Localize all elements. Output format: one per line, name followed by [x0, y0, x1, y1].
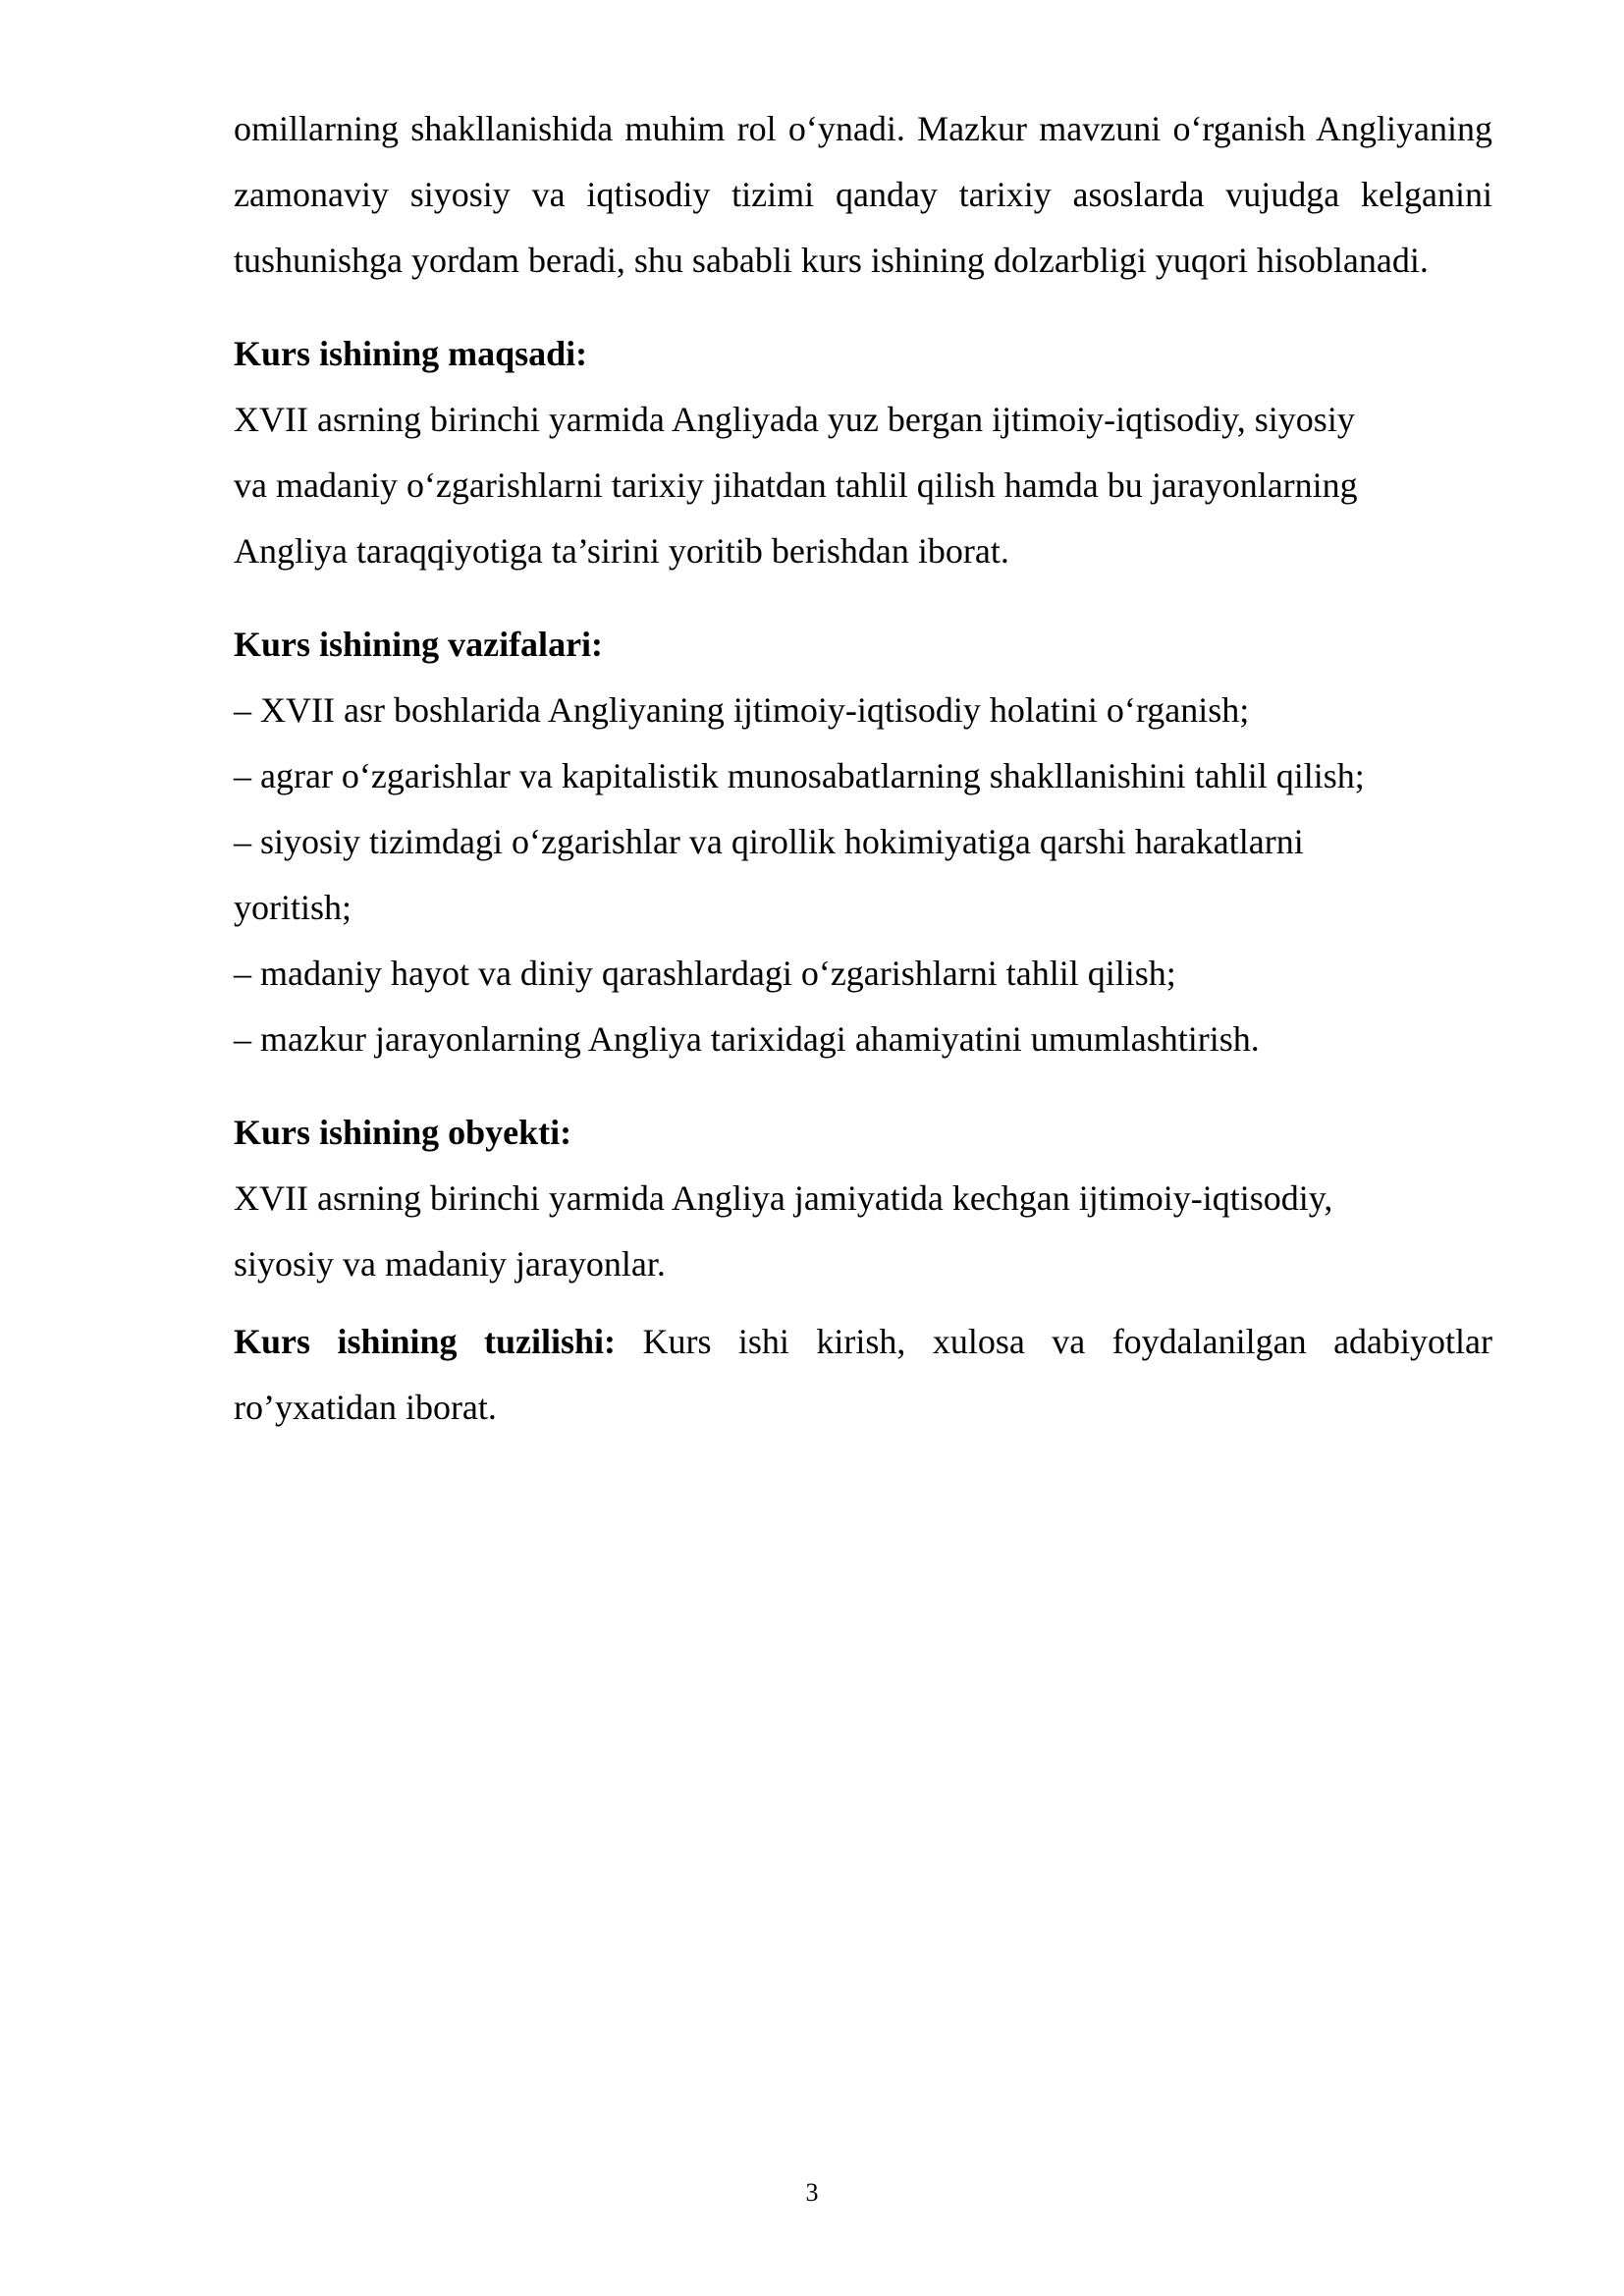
task-item: – mazkur jarayonlarning Angliya tarixidagi ahamiyatini umumlashtirish. [234, 1019, 1260, 1059]
task-item-continuation: yoritish; [234, 888, 352, 927]
intro-paragraph: omillarning shakllanishida muhim rol o‘ynadi. Mazkur mavzuni o‘rganish Angliyaning zamonaviy siyosiy va iqtisodiy tizimi qanday tarixiy asoslarda vujudga kelganini tushunishga yordam beradi, shu sababli kurs ishining dolzarbligi yuqori hisoblanadi. [234, 109, 1492, 280]
task-item: – madaniy hayot va diniy qarashlardagi o‘zgarishlarni tahlil qilish; [234, 954, 1176, 993]
task-item: – siyosiy tizimdagi o‘zgarishlar va qirollik hokimiyatiga qarshi harakatlarni [234, 822, 1304, 861]
goal-heading: Kurs ishining maqsadi: [234, 334, 588, 373]
goal-line: XVII asrning birinchi yarmida Angliyada yuz bergan ijtimoiy-iqtisodiy, siyosiy [234, 400, 1355, 439]
task-item: – agrar o‘zgarishlar va kapitalistik munosabatlarning shakllanishini tahlil qilish; [234, 756, 1365, 795]
goal-line: va madaniy o‘zgarishlarni tarixiy jihatdan tahlil qilish hamda bu jarayonlarning [234, 465, 1358, 505]
structure-paragraph [234, 1309, 1492, 1441]
task-item: – XVII asr boshlarida Angliyaning ijtimoiy-iqtisodiy holatini o‘rganish; [234, 690, 1250, 730]
object-line: siyosiy va madaniy jarayonlar. [234, 1244, 666, 1284]
structure-text: Kurs ishi kirish, xulosa va foydalanilgan adabiyotlar ro’yxatidan iborat. [234, 1322, 1493, 1427]
page-number: 3 [805, 2178, 819, 2207]
goal-line: Angliya taraqqiyotiga ta’sirini yoritib berishdan iborat. [234, 531, 1009, 571]
object-heading: Kurs ishining obyekti: [234, 1113, 572, 1152]
document-page [234, 96, 1492, 1441]
object-line: XVII asrning birinchi yarmida Angliya jamiyatida kechgan ijtimoiy-iqtisodiy, [234, 1178, 1333, 1218]
structure-heading: Kurs ishining tuzilishi: [234, 1322, 617, 1361]
tasks-heading: Kurs ishining vazifalari: [234, 625, 604, 664]
